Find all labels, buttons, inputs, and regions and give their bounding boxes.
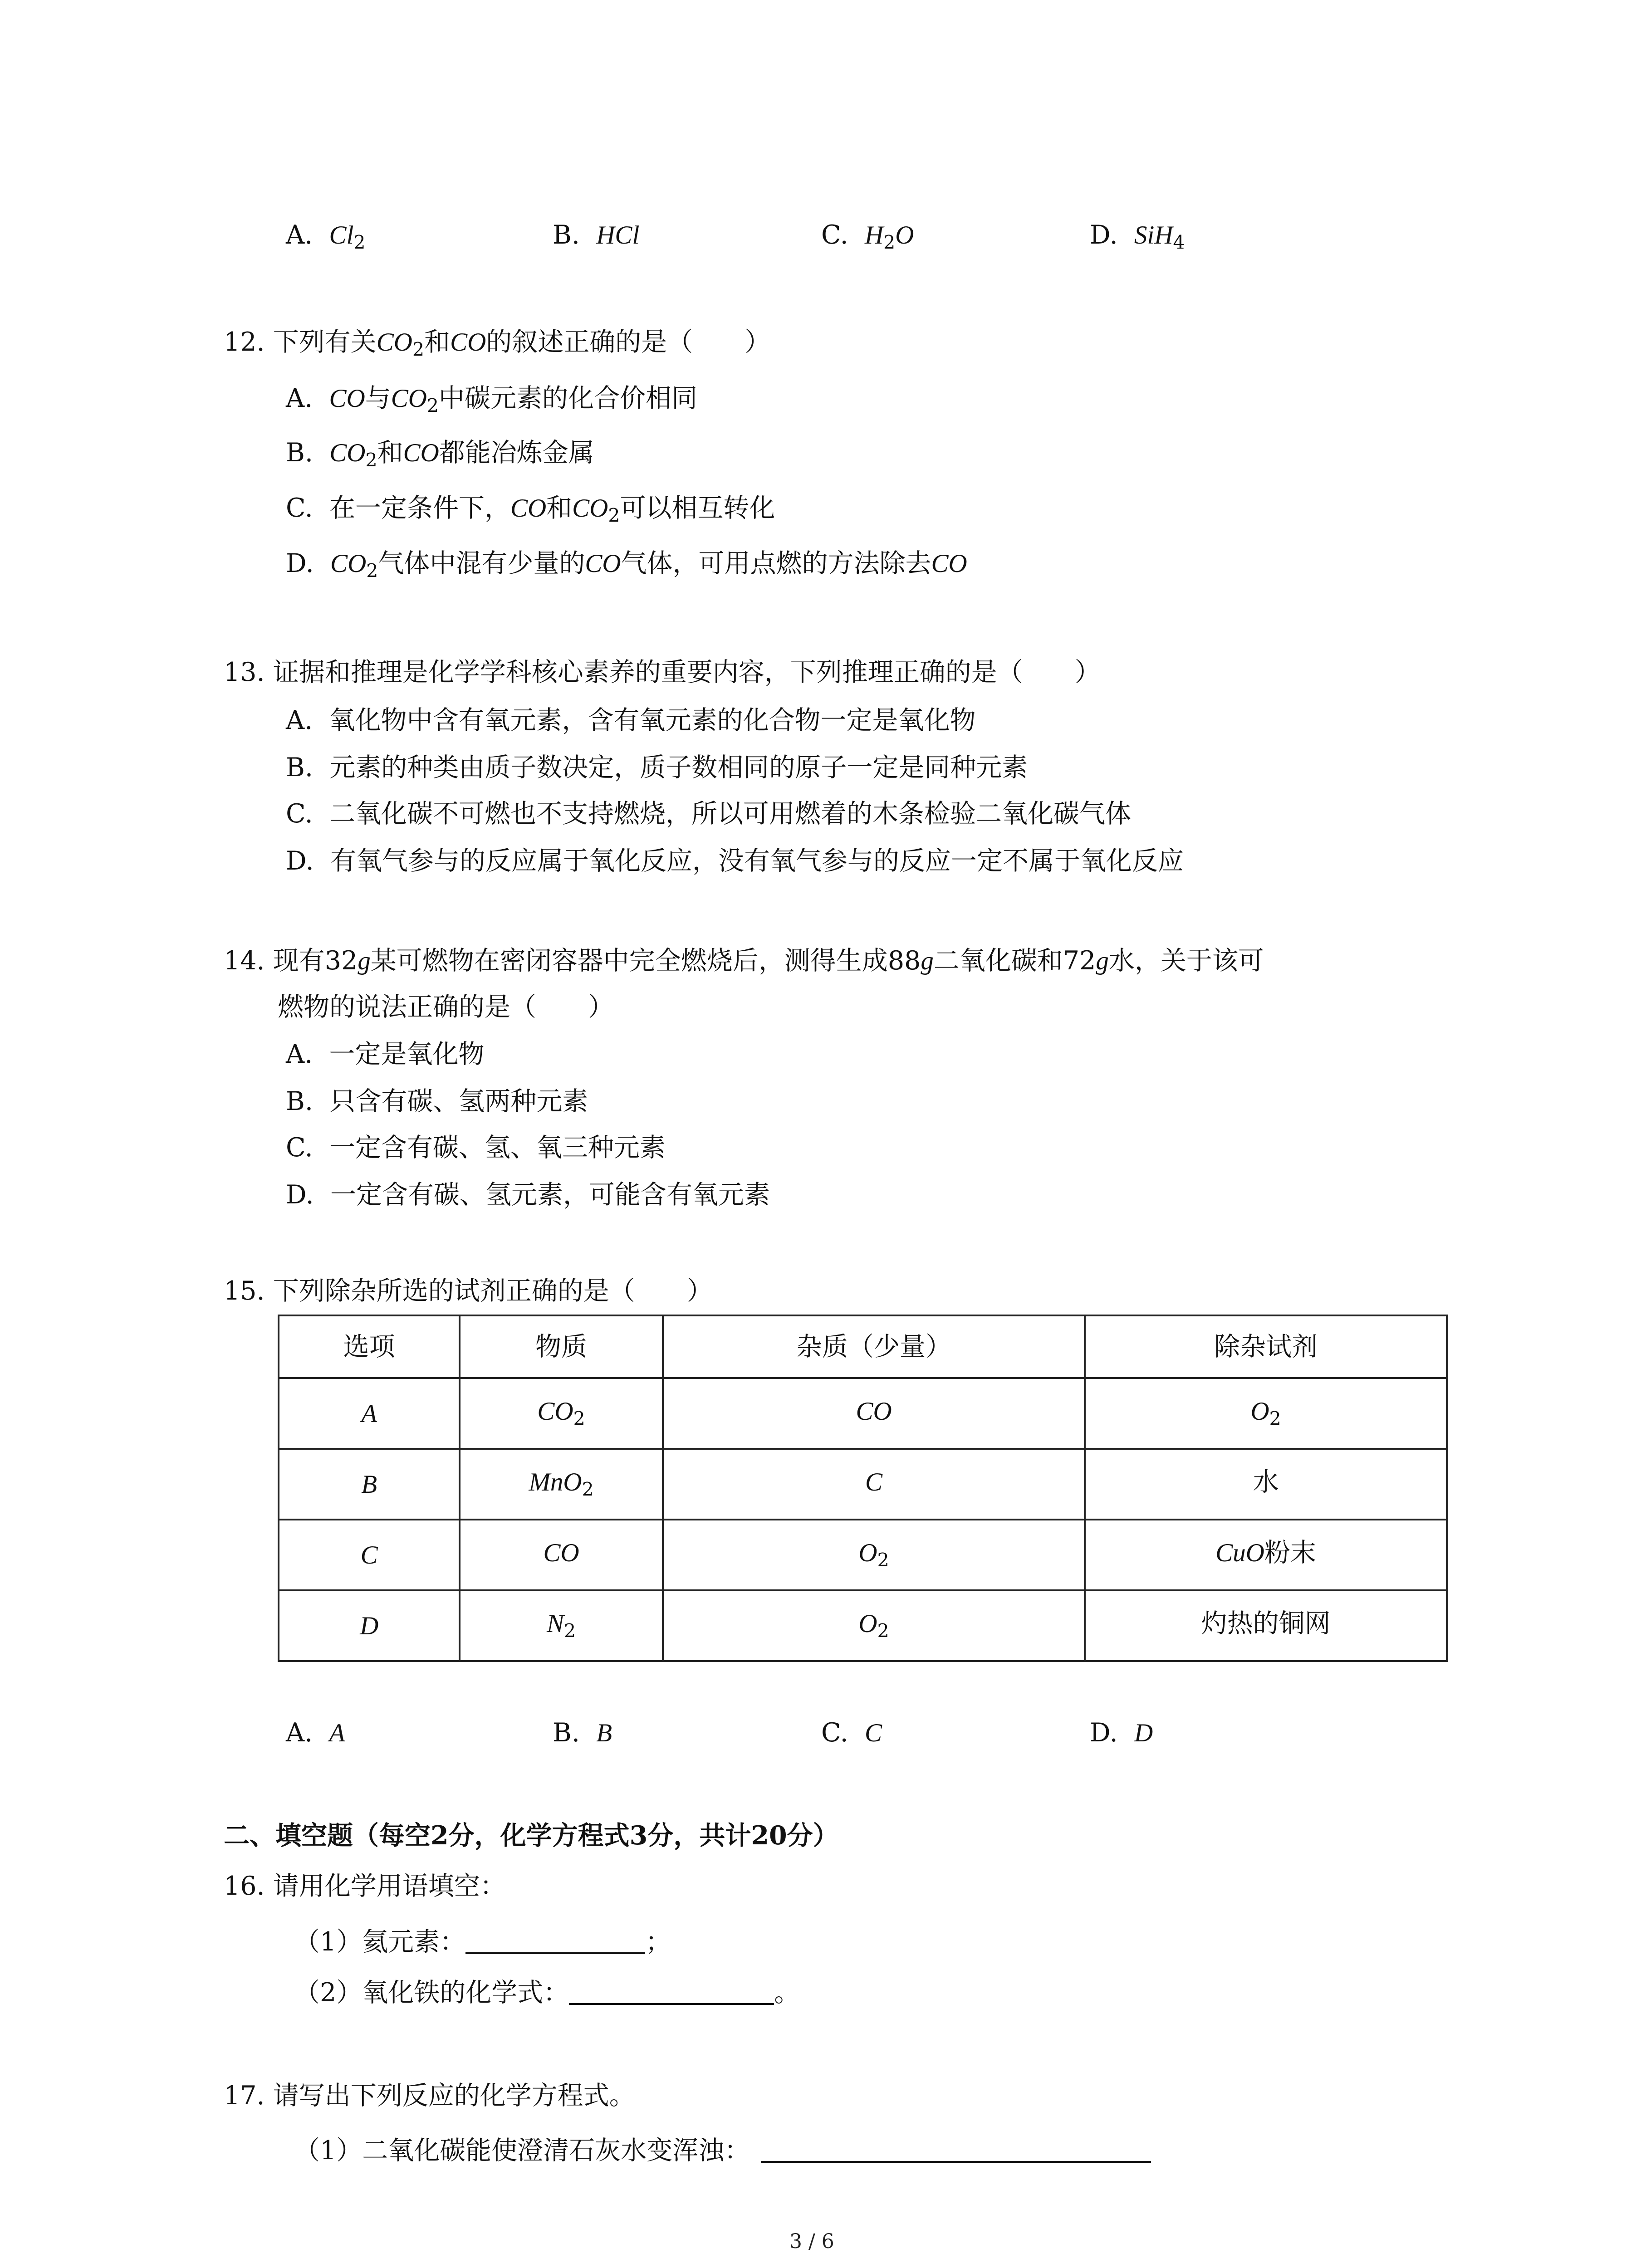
q13-option-a: A. 氧化物中含有氧元素，含有氧元素的化合物一定是氧化物	[286, 705, 976, 735]
q11-option-b: B. HCl	[553, 220, 640, 250]
q12-option-b: B. $CO_2$和CO都能冶炼金属	[286, 438, 594, 471]
q13-option-b: B. 元素的种类由质子数决定，质子数相同的原子一定是同种元素	[286, 753, 1028, 782]
q13-option-d: D. 有氧气参与的反应属于氧化反应，没有氧气参与的反应一定不属于氧化反应	[286, 846, 1184, 876]
table-row	[279, 1378, 1447, 1449]
cell-substance: $N_2$	[460, 1590, 662, 1661]
cell-option: A	[279, 1378, 460, 1449]
q11-option-c: C. $H_2O$	[821, 220, 914, 254]
q15-answer-b: B. B	[553, 1718, 612, 1748]
q14-stem-line2: 燃物的说法正确的是（ ）	[278, 992, 614, 1022]
q11-option-d: D. SiH$_4$	[1090, 220, 1185, 254]
table-row	[279, 1590, 1447, 1661]
q14-option-a: A. 一定是氧化物	[286, 1039, 485, 1069]
q15-stem: 15. 下列除杂所选的试剂正确的是（ ）	[224, 1276, 713, 1306]
cell-reagent: 水	[1085, 1449, 1447, 1520]
q17-item-1: （1）二氧化碳能使澄清石灰水变浑浊：	[294, 2135, 1151, 2164]
q15-answer-a: A. A	[286, 1718, 345, 1748]
cell-option: C	[279, 1520, 460, 1590]
cell-substance: $CO_2$	[460, 1378, 662, 1449]
q12-option-c: C. 在一定条件下，CO和$CO_2$可以相互转化	[286, 493, 775, 527]
q15-answer-c: C. C	[821, 1718, 882, 1748]
answer-blank[interactable]	[465, 1926, 645, 1954]
q12-stem: 12. 下列有关$CO_2$和CO的叙述正确的是（ ）	[224, 327, 771, 361]
q13-stem: 13. 证据和推理是化学学科核心素养的重要内容，下列推理正确的是（ ）	[224, 657, 1101, 687]
q16-item-1: （1）氦元素： ；	[294, 1927, 671, 1957]
q12-option-a: A. CO与$CO_2$中碳元素的化合价相同	[286, 383, 698, 417]
cell-impurity: C	[663, 1449, 1085, 1520]
q12-option-d: D. $CO_2$气体中混有少量的CO气体，可用点燃的方法除去CO	[286, 548, 967, 582]
cell-reagent: $O_2$	[1085, 1378, 1447, 1449]
cell-option: B	[279, 1449, 460, 1520]
answer-blank[interactable]	[761, 2135, 1151, 2163]
table-row	[279, 1449, 1447, 1520]
cell-substance: MnO$_2$	[460, 1449, 662, 1520]
table-header-row	[279, 1315, 1447, 1378]
cell-impurity: $O_2$	[663, 1520, 1085, 1590]
q13-option-c: C. 二氧化碳不可燃也不支持燃烧，所以可用燃着的木条检验二氧化碳气体	[286, 799, 1131, 829]
q16-item-2: （2）氧化铁的化学式： 。	[294, 1978, 800, 2008]
q14-stem-line1: 14. 现有32g某可燃物在密闭容器中完全燃烧后，测得生成88g二氧化碳和72g水，关于该可	[224, 946, 1264, 976]
cell-reagent: 灼热的铜网	[1085, 1590, 1447, 1661]
cell-impurity: $O_2$	[663, 1590, 1085, 1661]
section-heading: 二、填空题（每空2分，化学方程式3分，共计20分）	[224, 1820, 839, 1851]
q11-option-a: A. $Cl_2$	[286, 220, 366, 254]
cell-option: D	[279, 1590, 460, 1661]
q14-option-c: C. 一定含有碳、氢、氧三种元素	[286, 1133, 666, 1163]
q14-option-b: B. 只含有碳、氢两种元素	[286, 1086, 588, 1116]
page-number: 3 / 6	[789, 2230, 834, 2253]
header-impurity: 杂质（少量）	[663, 1315, 1085, 1378]
impurity-removal-table	[278, 1315, 1448, 1662]
cell-reagent: CuO粉末	[1085, 1520, 1447, 1590]
table-row	[279, 1520, 1447, 1590]
answer-blank[interactable]	[569, 1977, 774, 2005]
header-reagent: 除杂试剂	[1085, 1315, 1447, 1378]
header-option: 选项	[279, 1315, 460, 1378]
cell-substance: CO	[460, 1520, 662, 1590]
q14-option-d: D. 一定含有碳、氢元素，可能含有氧元素	[286, 1180, 770, 1210]
q16-stem: 16. 请用化学用语填空：	[224, 1871, 506, 1901]
q15-answer-d: D. D	[1090, 1718, 1153, 1748]
header-substance: 物质	[460, 1315, 662, 1378]
q17-stem: 17. 请写出下列反应的化学方程式。	[224, 2081, 635, 2111]
cell-impurity: CO	[663, 1378, 1085, 1449]
